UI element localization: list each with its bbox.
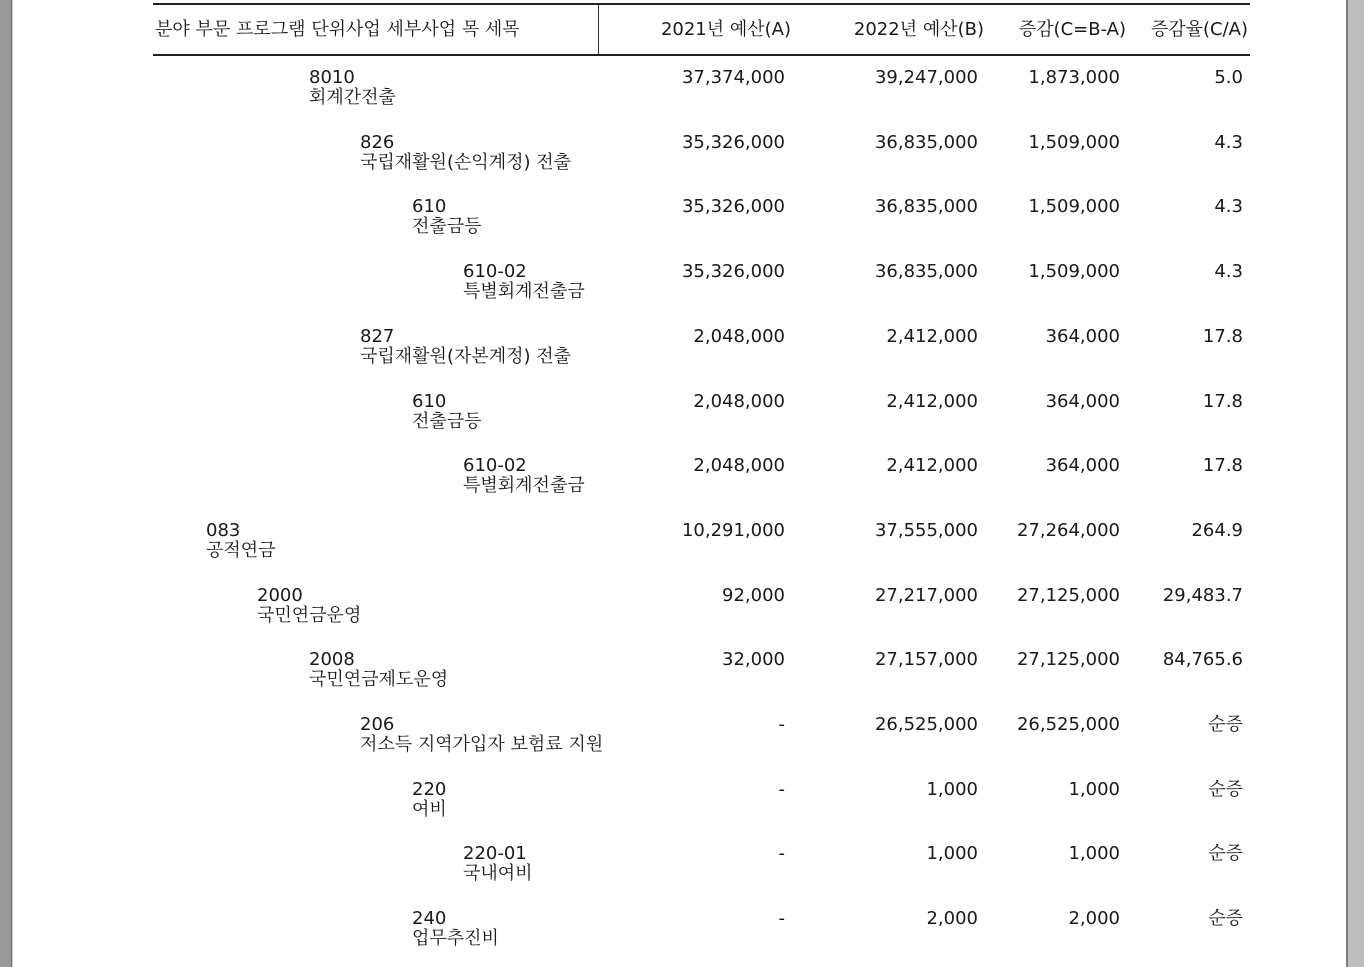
- row-code: 826: [360, 132, 395, 153]
- row-name: 특별회계전출금: [463, 475, 585, 496]
- budget-change: 1,509,000: [1028, 261, 1120, 282]
- budget-2022: 2,000: [926, 908, 978, 929]
- hierarchy-header: 분야 부문 프로그램 단위사업 세부사업 목 세목: [155, 19, 520, 40]
- row-code: 610: [412, 196, 447, 217]
- budget-2022: 36,835,000: [874, 132, 978, 153]
- budget-2022: 2,412,000: [886, 326, 978, 347]
- row-code: 827: [360, 326, 395, 347]
- row-code: 610-02: [463, 261, 527, 282]
- budget-2021: 92,000: [722, 585, 785, 606]
- change-rate: 17.8: [1202, 326, 1243, 347]
- row-name: 공적연금: [206, 540, 276, 561]
- row-name: 저소득 지역가입자 보험료 지원: [360, 734, 604, 755]
- budget-change: 364,000: [1045, 455, 1120, 476]
- table-row: [153, 123, 1250, 187]
- row-code: 220: [412, 779, 447, 800]
- budget-2021: 2,048,000: [693, 326, 785, 347]
- budget-2021: 10,291,000: [681, 520, 785, 541]
- change-rate: 4.3: [1214, 261, 1243, 282]
- budget-2021: -: [778, 779, 785, 800]
- budget-2022: 2,412,000: [886, 391, 978, 412]
- table-row: [153, 252, 1250, 316]
- row-name: 여비: [412, 799, 447, 820]
- budget-change: 27,125,000: [1016, 649, 1120, 670]
- change-rate: 17.8: [1202, 391, 1243, 412]
- budget-2022: 27,217,000: [874, 585, 978, 606]
- change-rate: 순증: [1208, 714, 1243, 735]
- table-row: [153, 899, 1250, 963]
- row-code: 206: [360, 714, 395, 735]
- budget-2021: -: [778, 843, 785, 864]
- table-row: [153, 640, 1250, 704]
- budget-change: 1,873,000: [1028, 67, 1120, 88]
- table-row: [153, 770, 1250, 834]
- row-name: 국내여비: [463, 863, 533, 884]
- row-code: 610: [412, 391, 447, 412]
- change-rate: 4.3: [1214, 196, 1243, 217]
- row-name: 업무추진비: [412, 928, 499, 949]
- row-code: 2008: [309, 649, 355, 670]
- change-rate: 순증: [1208, 908, 1243, 929]
- budget-change: 1,509,000: [1028, 196, 1120, 217]
- header-2021-budget: 2021년 예산(A): [660, 19, 791, 40]
- budget-change: 1,509,000: [1028, 132, 1120, 153]
- row-name: 전출금등: [412, 216, 482, 237]
- budget-2021: 35,326,000: [681, 261, 785, 282]
- table-row: [153, 834, 1250, 898]
- budget-2022: 36,835,000: [874, 196, 978, 217]
- header-change-rate: 증감율(C/A): [1150, 19, 1248, 40]
- budget-change: 27,264,000: [1016, 520, 1120, 541]
- row-name: 전출금등: [412, 411, 482, 432]
- budget-2022: 36,835,000: [874, 261, 978, 282]
- budget-2021: 2,048,000: [693, 391, 785, 412]
- budget-2021: -: [778, 908, 785, 929]
- budget-change: 1,000: [1068, 843, 1120, 864]
- row-code: 2000: [257, 585, 303, 606]
- table-row: [153, 187, 1250, 251]
- budget-change: 2,000: [1068, 908, 1120, 929]
- budget-change: 364,000: [1045, 326, 1120, 347]
- change-rate: 순증: [1208, 779, 1243, 800]
- table-row: [153, 446, 1250, 510]
- table-header: [153, 3, 1250, 56]
- change-rate: 4.3: [1214, 132, 1243, 153]
- budget-change: 27,125,000: [1016, 585, 1120, 606]
- window-frame-right: [1346, 0, 1364, 967]
- budget-2022: 2,412,000: [886, 455, 978, 476]
- row-name: 회계간전출: [309, 87, 396, 108]
- budget-change: 364,000: [1045, 391, 1120, 412]
- table-row: [153, 576, 1250, 640]
- budget-2021: 2,048,000: [693, 455, 785, 476]
- budget-2022: 1,000: [926, 843, 978, 864]
- change-rate: 17.8: [1202, 455, 1243, 476]
- change-rate: 순증: [1208, 843, 1243, 864]
- row-name: 국민연금제도운영: [309, 669, 449, 690]
- budget-2021: 32,000: [722, 649, 785, 670]
- change-rate: 29,483.7: [1162, 585, 1243, 606]
- budget-2022: 1,000: [926, 779, 978, 800]
- row-code: 220-01: [463, 843, 527, 864]
- row-name: 국립재활원(자본계정) 전출: [360, 346, 572, 367]
- header-change: 증감(C=B-A): [1018, 19, 1126, 40]
- row-code: 240: [412, 908, 447, 929]
- page-edge-left: [11, 0, 28, 967]
- budget-2021: 35,326,000: [681, 132, 785, 153]
- row-code: 8010: [309, 67, 355, 88]
- budget-2022: 39,247,000: [874, 67, 978, 88]
- row-name: 국립재활원(손익계정) 전출: [360, 152, 572, 173]
- window-frame-left: [0, 0, 11, 967]
- budget-2021: 35,326,000: [681, 196, 785, 217]
- table-row: [153, 58, 1250, 122]
- header-divider: [598, 5, 599, 54]
- row-code: 610-02: [463, 455, 527, 476]
- budget-2021: -: [778, 714, 785, 735]
- budget-2022: 26,525,000: [874, 714, 978, 735]
- table-row: [153, 317, 1250, 381]
- row-code: 083: [206, 520, 241, 541]
- table-row: [153, 511, 1250, 575]
- budget-2022: 37,555,000: [874, 520, 978, 541]
- header-2022-budget: 2022년 예산(B): [853, 19, 984, 40]
- row-name: 특별회계전출금: [463, 281, 585, 302]
- budget-change: 26,525,000: [1016, 714, 1120, 735]
- budget-change: 1,000: [1068, 779, 1120, 800]
- budget-2022: 27,157,000: [874, 649, 978, 670]
- table-row: [153, 705, 1250, 769]
- row-name: 국민연금운영: [257, 605, 362, 626]
- change-rate: 5.0: [1214, 67, 1243, 88]
- table-row: [153, 382, 1250, 446]
- budget-2021: 37,374,000: [681, 67, 785, 88]
- change-rate: 84,765.6: [1162, 649, 1243, 670]
- change-rate: 264.9: [1191, 520, 1243, 541]
